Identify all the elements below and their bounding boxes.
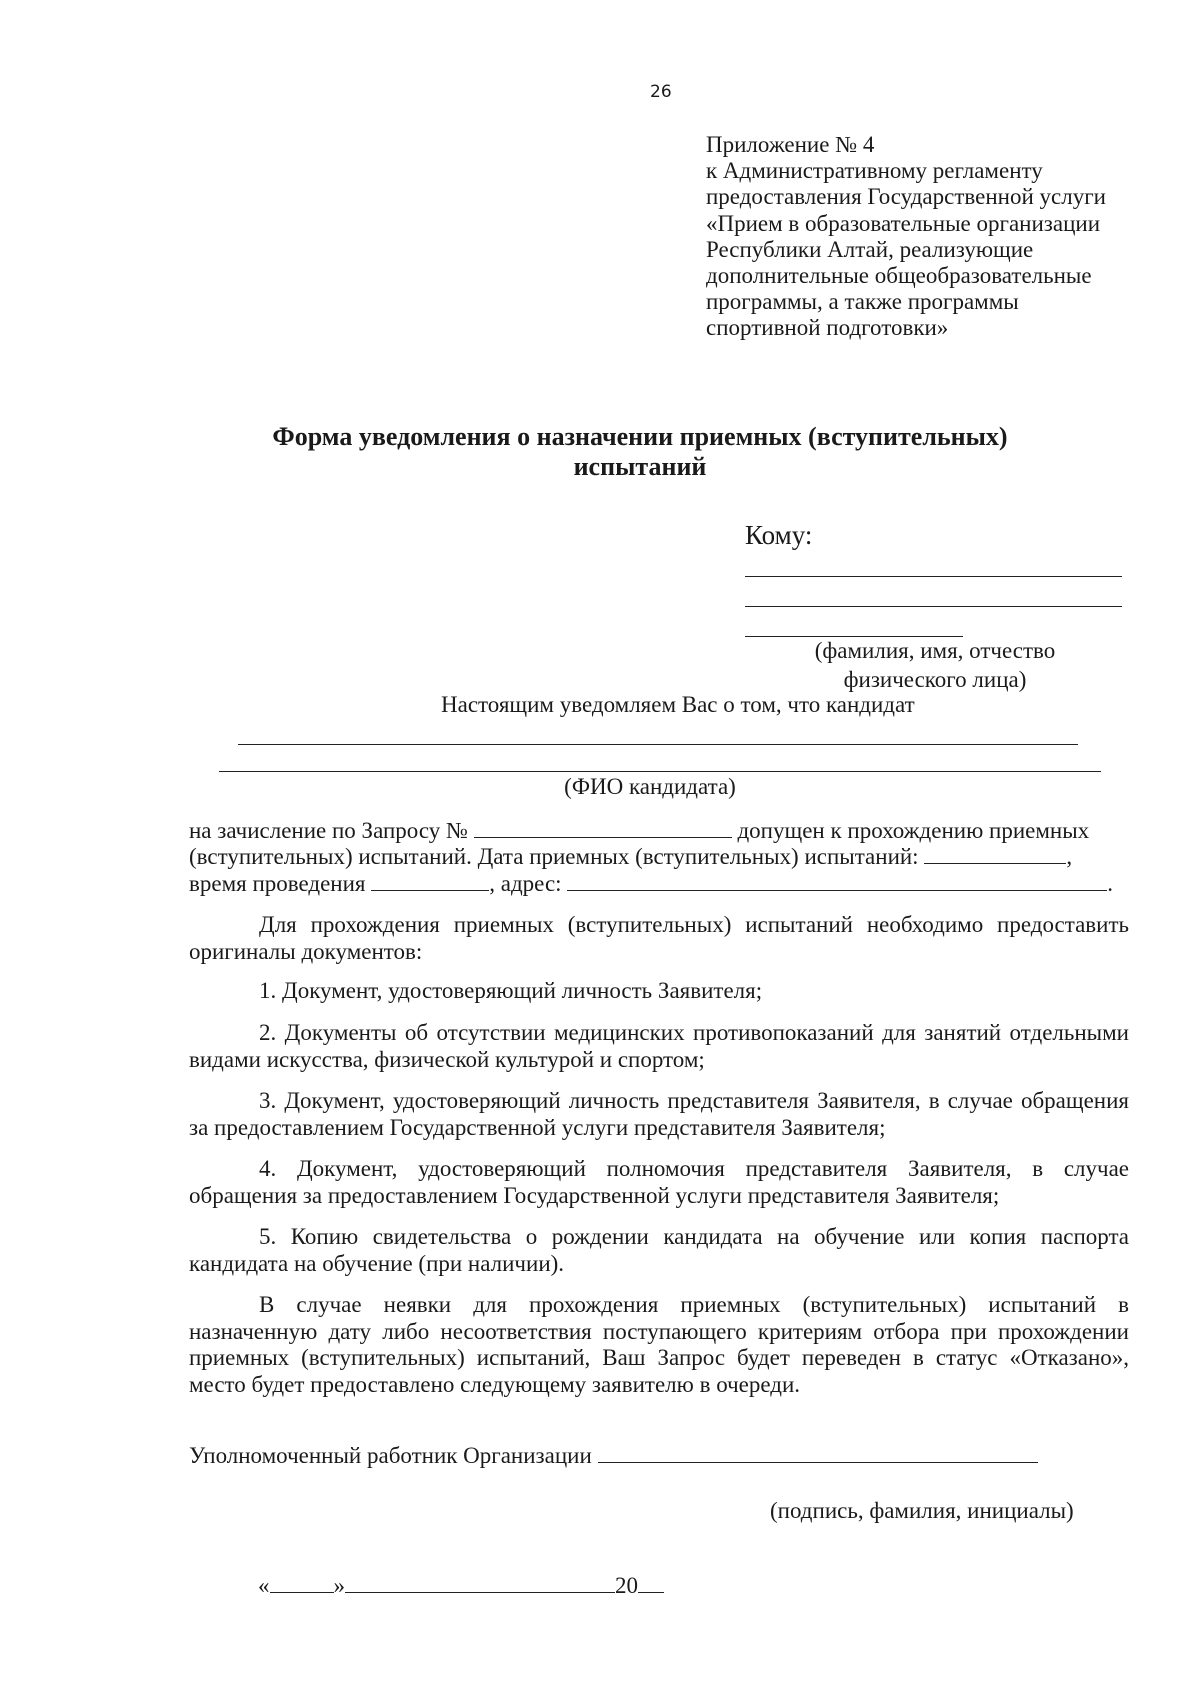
recipient-caption-line2: физического лица)	[843, 667, 1027, 692]
recipient-blank-line-1	[745, 576, 1122, 577]
appendix-line: Республики Алтай, реализующие	[706, 236, 1034, 262]
appendix-reference	[706, 132, 1146, 342]
request-number-blank	[474, 817, 732, 838]
page-number: 26	[650, 82, 672, 102]
year-prefix: 20	[615, 1573, 638, 1598]
request-line	[189, 817, 1089, 844]
appendix-line: дополнительные общеобразовательные	[706, 263, 1092, 289]
signature-caption: (подпись, фамилия, инициалы)	[770, 1498, 1074, 1523]
form-title-line1: Форма уведомления о назначении приемных (вступительных)	[272, 422, 1008, 451]
appendix-line: к Административному регламенту	[706, 158, 1043, 184]
candidate-fio-caption: (ФИО кандидата)	[564, 774, 736, 799]
form-title-line2: испытаний	[573, 452, 707, 481]
date-text-part1: (вступительных) испытаний. Дата приемных (вступительных) испытаний:	[189, 844, 919, 869]
recipient-blank-line-2	[745, 606, 1122, 607]
candidate-blank-line-2	[219, 771, 1101, 772]
appendix-line: программы, а также программы	[706, 289, 1019, 315]
candidate-blank-line-1	[238, 744, 1078, 745]
notification-text: Настоящим уведомляем Вас о том, что кандидат	[441, 692, 915, 717]
appendix-line: предоставления Государственной услуги	[706, 184, 1106, 210]
signature-label: Уполномоченный работник Организации	[189, 1443, 592, 1468]
month-blank	[345, 1572, 615, 1593]
form-title	[200, 422, 1080, 482]
exam-time-blank	[371, 870, 489, 891]
request-text-part2: допущен к прохождению приемных	[737, 818, 1090, 843]
year-blank	[638, 1572, 664, 1593]
document-item-2: 2. Документы об отсутствии медицинских противопоказаний для занятий отдельными видами искусства, физической культурой и спортом;	[189, 1020, 1129, 1072]
recipient-label: Кому:	[745, 520, 813, 550]
time-text-part1: время проведения	[189, 871, 366, 896]
document-item-1: 1. Документ, удостоверяющий личность Заявителя;	[259, 978, 763, 1003]
non-attendance-warning: В случае неявки для прохождения приемных (вступительных) испытаний в назначенную дату либо несоответствия поступающего критериям отбора при прохождении приемных (вступительных) испытаний, Ваш Запрос будет переведен в статус «Отказано», место будет предоставлено следующему заявителю в очереди.	[189, 1292, 1129, 1397]
exam-address-blank	[567, 870, 1107, 891]
recipient-caption-line1: (фамилия, имя, отчество	[814, 638, 1056, 663]
appendix-line: спортивной подготовки»	[706, 315, 949, 341]
date-close-quote: »	[333, 1573, 345, 1598]
documents-intro: Для прохождения приемных (вступительных) испытаний необходимо предоставить оригиналы документов:	[189, 912, 1129, 964]
appendix-line: Приложение № 4	[706, 132, 875, 157]
signature-blank	[598, 1442, 1038, 1463]
time-line	[189, 870, 1113, 897]
time-text-part3: .	[1107, 871, 1114, 896]
day-blank	[270, 1572, 334, 1593]
date-text-part2: ,	[1066, 844, 1073, 869]
date-line	[189, 843, 1072, 870]
recipient-caption	[770, 636, 1100, 694]
exam-date-blank	[924, 843, 1066, 864]
document-item-5: 5. Копию свидетельства о рождении кандидата на обучение или копия паспорта кандидата на обучение (при наличии).	[189, 1224, 1129, 1276]
date-open-quote: «	[258, 1573, 270, 1598]
date-signed-line	[258, 1572, 664, 1599]
appendix-line: «Прием в образовательные организации	[706, 210, 1100, 236]
time-text-part2: , адрес:	[489, 871, 562, 896]
document-item-3: 3. Документ, удостоверяющий личность представителя Заявителя, в случае обращения за предоставлением Государственной услуги представителя Заявителя;	[189, 1088, 1129, 1140]
signature-line	[189, 1442, 1038, 1469]
request-text-part1: на зачисление по Запросу №	[189, 818, 468, 843]
document-item-4: 4. Документ, удостоверяющий полномочия представителя Заявителя, в случае обращения за предоставлением Государственной услуги представителя Заявителя;	[189, 1156, 1129, 1208]
